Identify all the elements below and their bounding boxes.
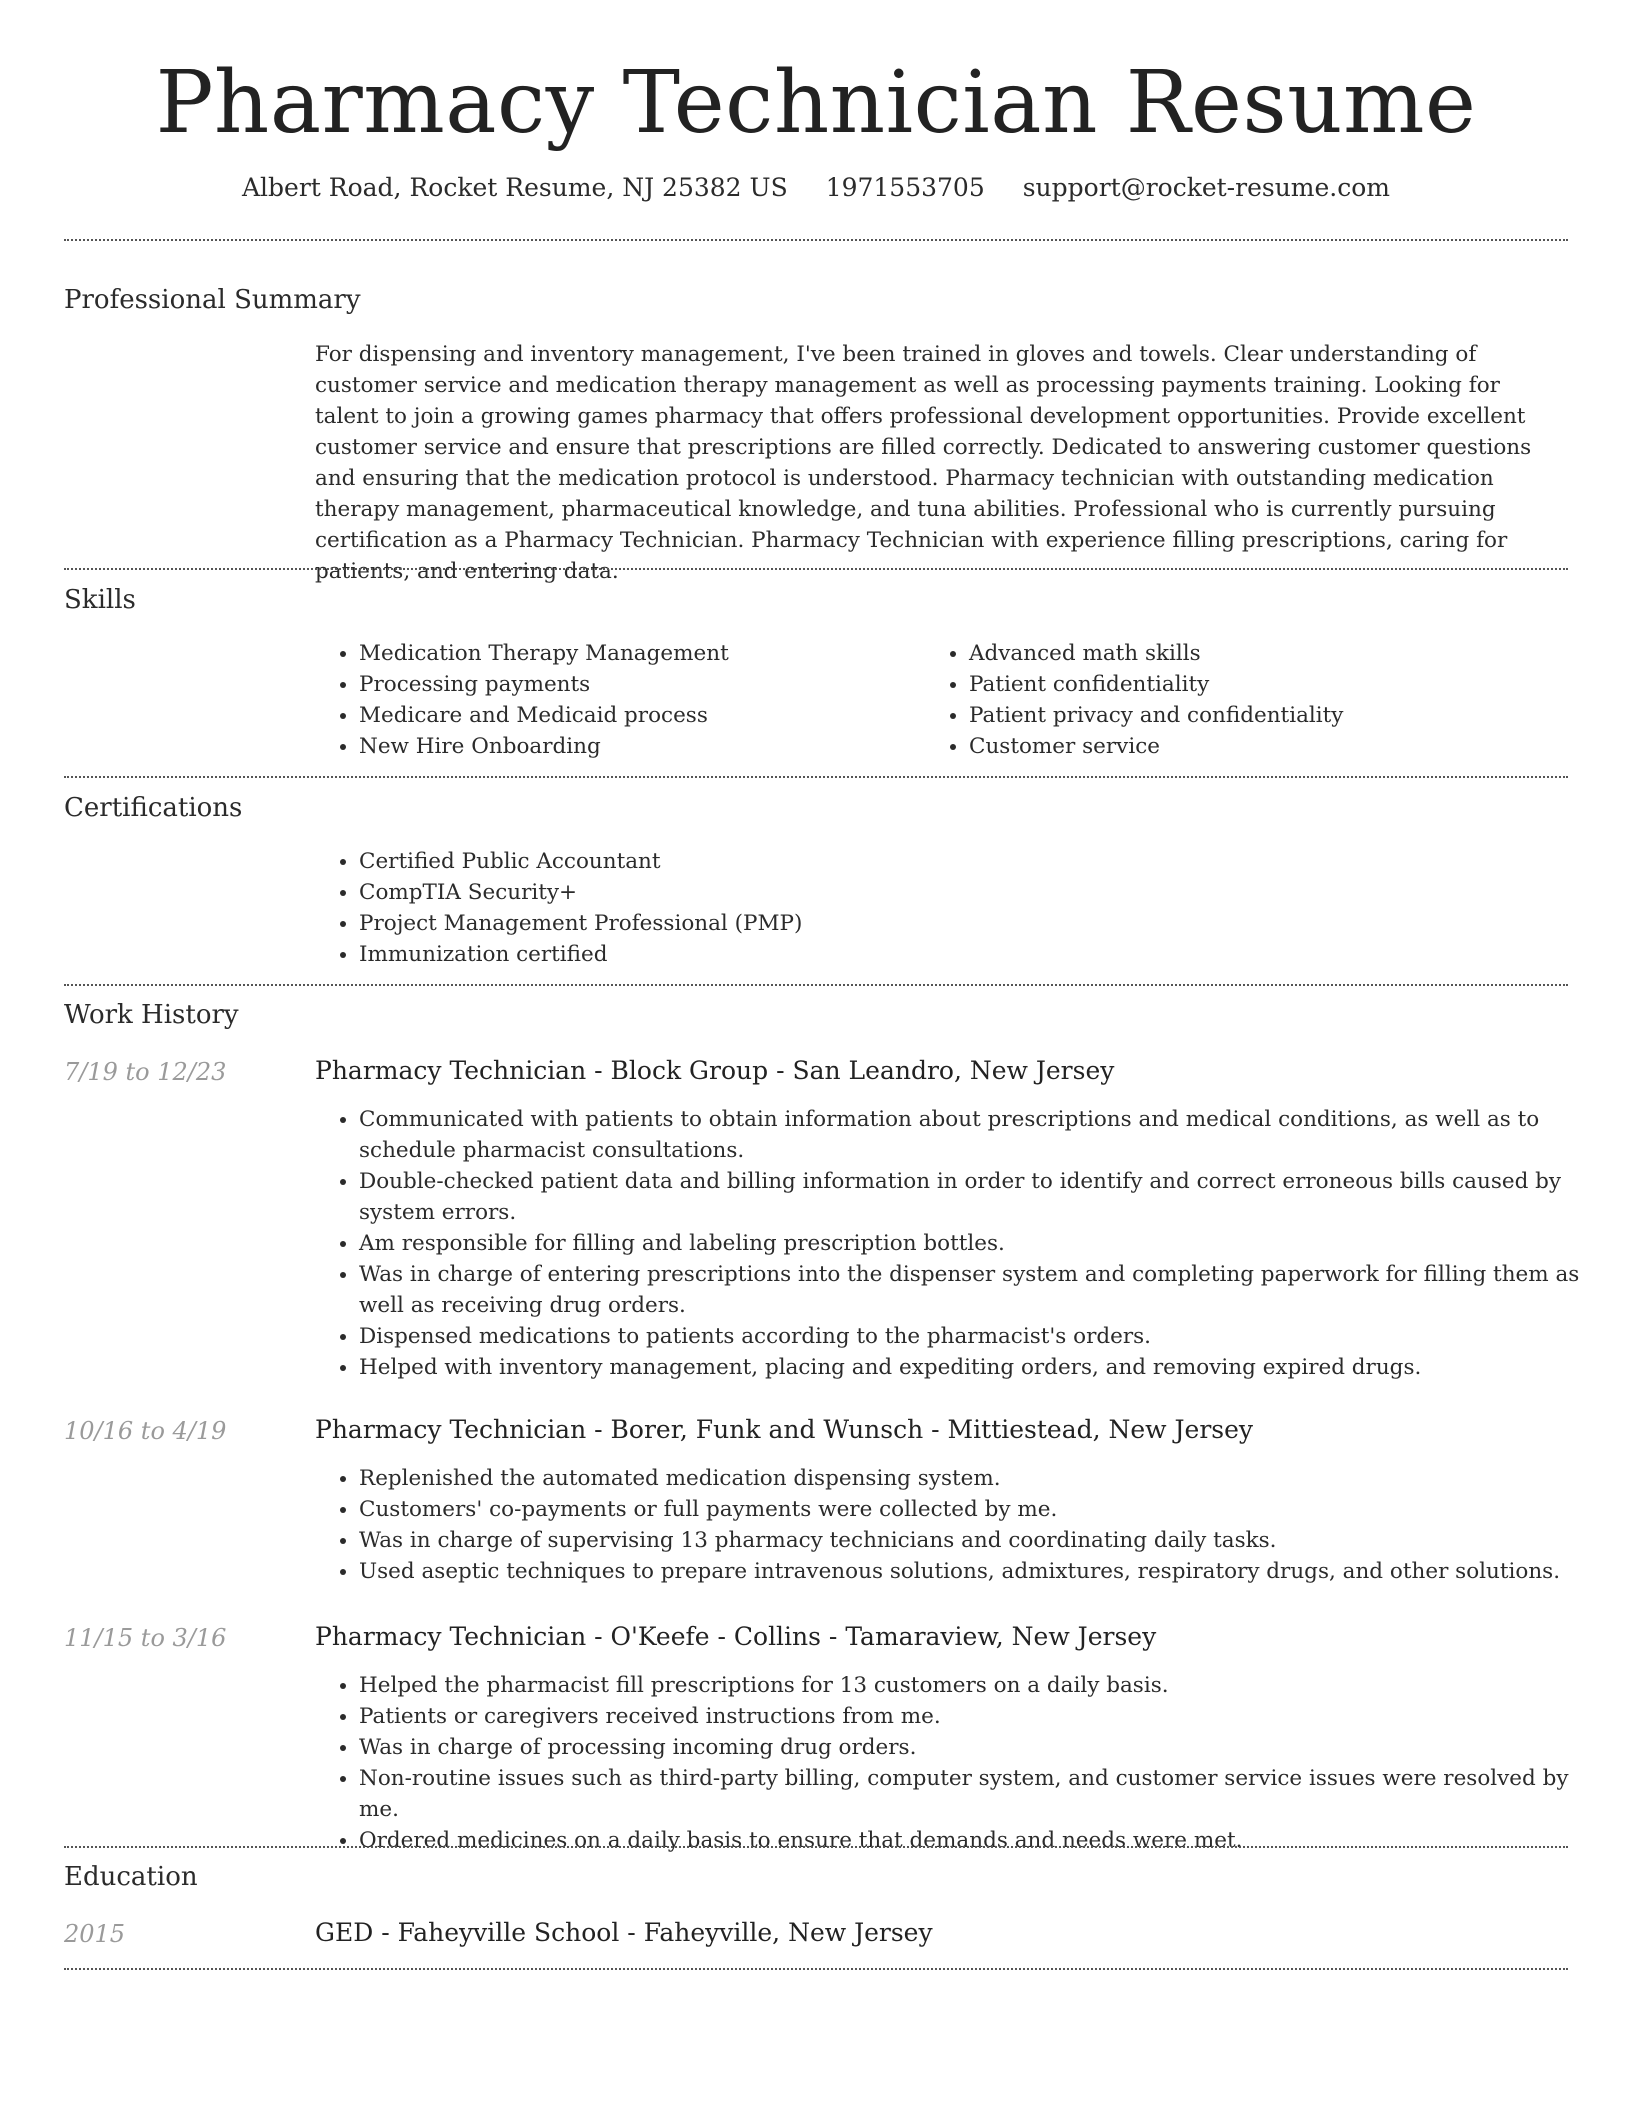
list-item: • Medicare and Medicaid process	[359, 700, 919, 731]
list-item: • Ordered medicines on a daily basis to ensure that demands and needs were met.	[359, 1825, 1609, 1856]
list-item: • Dispensed medications to patients according to the pharmacist's orders.	[359, 1321, 1609, 1352]
list-item: • Used aseptic techniques to prepare intravenous solutions, admixtures, respiratory drugs, and other solutions.	[359, 1556, 1609, 1587]
contact-phone: 1971553705	[825, 173, 985, 202]
job-bullets	[315, 1670, 1609, 1856]
list-item: • CompTIA Security+	[359, 877, 1559, 908]
list-item: • Advanced math skills	[969, 638, 1569, 669]
job-bullets	[315, 1104, 1609, 1383]
job-bullets	[315, 1463, 1609, 1587]
job-dates: 11/15 to 3/16	[64, 1624, 227, 1652]
list-item: • Patients or caregivers received instructions from me.	[359, 1701, 1609, 1732]
list-item: • Am responsible for filling and labeling prescription bottles.	[359, 1228, 1609, 1259]
job-title: Pharmacy Technician - Block Group - San Leandro, New Jersey	[315, 1056, 1115, 1085]
section-title-work-history: Work History	[64, 1000, 239, 1030]
list-item: • Medication Therapy Management	[359, 638, 919, 669]
skills-list-left	[315, 638, 919, 762]
job-title: Pharmacy Technician - O'Keefe - Collins - Tamaraview, New Jersey	[315, 1622, 1157, 1651]
contact-address: Albert Road, Rocket Resume, NJ 25382 US	[241, 173, 788, 202]
education-year: 2015	[64, 1920, 126, 1948]
divider-work-history	[64, 1846, 1568, 1848]
list-item: • Customers' co-payments or full payments were collected by me.	[359, 1494, 1609, 1525]
list-item: • Certified Public Accountant	[359, 846, 1559, 877]
certifications-list	[315, 846, 1559, 970]
list-item: • Project Management Professional (PMP)	[359, 908, 1559, 939]
divider-education	[64, 1968, 1568, 1970]
list-item: • Processing payments	[359, 669, 919, 700]
list-item: • Patient confidentiality	[969, 669, 1569, 700]
list-item: • Replenished the automated medication dispensing system.	[359, 1463, 1609, 1494]
resume-title: Pharmacy Technician Resume	[155, 53, 1477, 153]
list-item: • New Hire Onboarding	[359, 731, 919, 762]
list-item: • Customer service	[969, 731, 1569, 762]
list-item: • Communicated with patients to obtain information about prescriptions and medical conditions, as well as to schedule pharmacist consultations.	[359, 1104, 1609, 1166]
divider-header	[64, 239, 1568, 241]
list-item: • Was in charge of processing incoming drug orders.	[359, 1732, 1609, 1763]
section-title-skills: Skills	[64, 585, 136, 615]
list-item: • Helped with inventory management, placing and expediting orders, and removing expired drugs.	[359, 1352, 1609, 1383]
divider-summary	[64, 568, 1568, 570]
contact-email: support@rocket-resume.com	[1022, 173, 1391, 202]
list-item: • Helped the pharmacist fill prescriptions for 13 customers on a daily basis.	[359, 1670, 1609, 1701]
list-item: • Immunization certified	[359, 939, 1559, 970]
summary-text: For dispensing and inventory management, I've been trained in gloves and towels. Clear understanding of customer service and medication therapy management as well as processing payments training. Looking for talent to join a growing games pharmacy that offers professional development opportunities. Provide excellent customer service and ensure that prescriptions are filled correctly. Dedicated to answering customer questions and ensuring that the medication protocol is understood. Pharmacy technician with outstanding medication therapy management, pharmaceutical knowledge, and tuna abilities. Professional who is currently pursuing certification as a Pharmacy Technician. Pharmacy Technician with experience filling prescriptions, caring for patients, and entering data.	[315, 342, 1532, 584]
section-title-certifications: Certifications	[64, 793, 243, 823]
skills-list-right	[925, 638, 1569, 762]
education-detail: GED - Faheyville School - Faheyville, New Jersey	[315, 1918, 933, 1947]
job-title: Pharmacy Technician - Borer, Funk and Wunsch - Mittiestead, New Jersey	[315, 1415, 1254, 1444]
section-title-education: Education	[64, 1862, 198, 1892]
contact-line	[0, 170, 1632, 206]
list-item: • Non-routine issues such as third-party billing, computer system, and customer service issues were resolved by me.	[359, 1763, 1609, 1825]
divider-certifications	[64, 984, 1568, 986]
divider-skills	[64, 776, 1568, 778]
list-item: • Patient privacy and confidentiality	[969, 700, 1569, 731]
list-item: • Was in charge of entering prescriptions into the dispenser system and completing paperwork for filling them as well as receiving drug orders.	[359, 1259, 1609, 1321]
job-dates: 7/19 to 12/23	[64, 1058, 227, 1086]
job-dates: 10/16 to 4/19	[64, 1417, 227, 1445]
list-item: • Double-checked patient data and billing information in order to identify and correct erroneous bills caused by system errors.	[359, 1166, 1609, 1228]
section-title-summary: Professional Summary	[64, 285, 361, 315]
list-item: • Was in charge of supervising 13 pharmacy technicians and coordinating daily tasks.	[359, 1525, 1609, 1556]
